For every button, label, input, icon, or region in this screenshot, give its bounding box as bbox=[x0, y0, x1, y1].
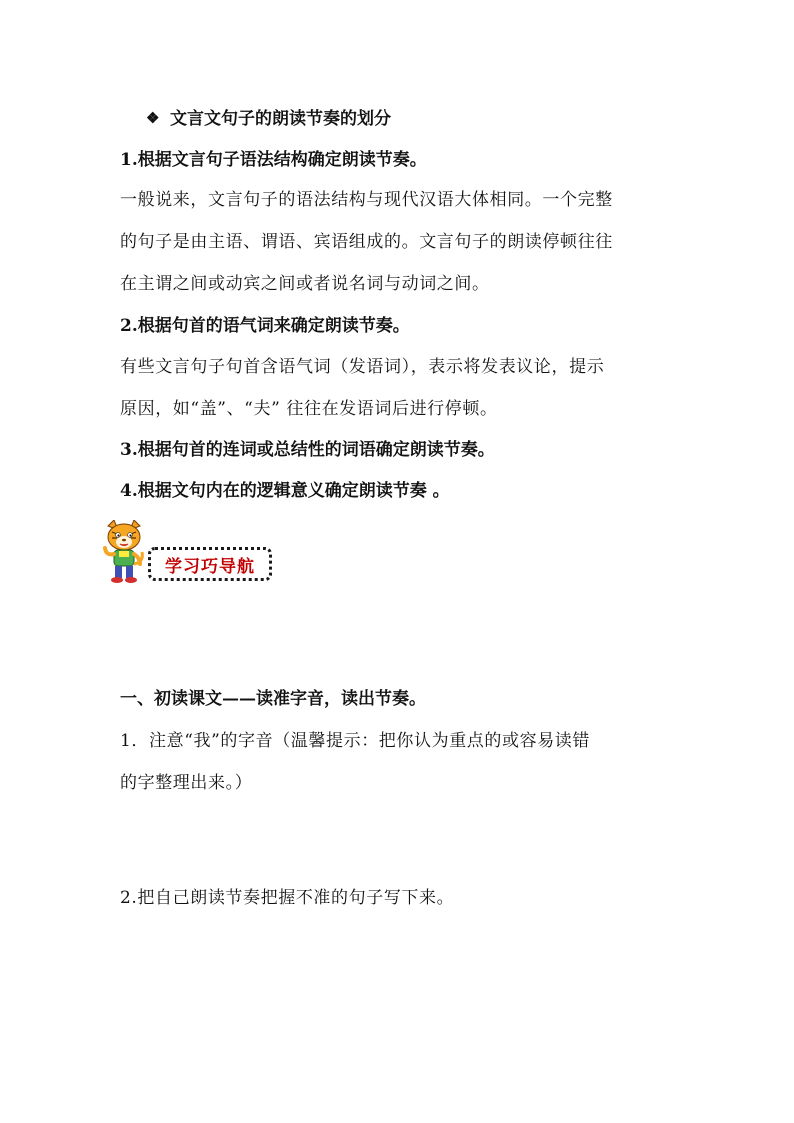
rule-2-title: 2.根据句首的语气词来确定朗读节奏。 bbox=[120, 316, 410, 336]
part-1-question-1-line-2: 的字整理出来。） bbox=[120, 773, 253, 793]
part-1-title: 一、初读课文——读准字音，读出节奏。 bbox=[120, 689, 426, 709]
rule-1-line-1: 一般说来，文言句子的语法结构与现代汉语大体相同。一个完整 bbox=[120, 190, 613, 210]
section-heading bbox=[146, 106, 706, 131]
rule-2-line-2: 原因，如“盖”、“夫” 往往在发语词后进行停顿。 bbox=[120, 399, 498, 419]
rule-1-title: 1.根据文言句子语法结构确定朗读节奏。 bbox=[120, 150, 427, 170]
diamond-bullet-icon: ❖ bbox=[146, 109, 160, 127]
study-navigation-label: 学习巧导航 bbox=[165, 556, 255, 577]
rule-1-line-2: 的句子是由主语、谓语、宾语组成的。文言句子的朗读停顿往往 bbox=[120, 232, 613, 252]
rule-1-line-3: 在主谓之间或动宾之间或者说名词与动词之间。 bbox=[120, 274, 490, 294]
section-heading-text: 文言文句子的朗读节奏的划分 bbox=[170, 109, 391, 129]
rule-3-title: 3.根据句首的连词或总结性的词语确定朗读节奏。 bbox=[120, 440, 495, 460]
tiger-mascot-icon bbox=[100, 520, 148, 584]
rule-4-title: 4.根据文句内在的逻辑意义确定朗读节奏 。 bbox=[120, 481, 450, 501]
part-1-question-2: 2.把自己朗读节奏把握不准的句子写下来。 bbox=[120, 888, 455, 908]
study-navigation-badge bbox=[100, 520, 280, 584]
study-navigation-label-box bbox=[148, 547, 272, 581]
part-1-question-1-line-1: 1．注意“我”的字音（温馨提示：把你认为重点的或容易读错 bbox=[120, 731, 590, 751]
rule-2-line-1: 有些文言句子句首含语气词（发语词），表示将发表议论，提示 bbox=[120, 357, 605, 377]
